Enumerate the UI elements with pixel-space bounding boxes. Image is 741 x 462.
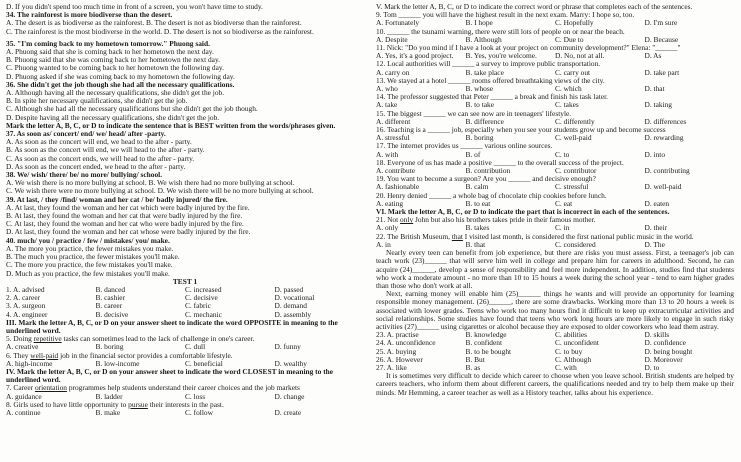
answer-option[interactable]: D. well-paid: [644, 183, 682, 192]
question-stem: 7. Career orientation programmes help students understand their career choices and the job markets: [6, 384, 300, 393]
answer-option[interactable]: A. contribute: [376, 167, 415, 176]
underlined-word: repetitive: [33, 335, 62, 344]
question-stem: B. As soon as the concert will end, we will head to the after - party.: [6, 146, 205, 155]
answer-option[interactable]: A. stressful: [376, 134, 410, 143]
question-stem: 14. The professor suggested that Peter ______ a break and finish his task later.: [376, 93, 608, 102]
answer-option[interactable]: 3. A. surgeon: [6, 302, 46, 311]
answer-option[interactable]: 26. A. However: [376, 355, 423, 364]
answer-options-row: [6, 343, 364, 351]
answer-option[interactable]: A. eating: [376, 199, 404, 208]
answer-options-row: [6, 409, 364, 417]
answer-option[interactable]: C. abilities: [555, 331, 588, 340]
answer-options-row: [376, 134, 734, 142]
answer-option[interactable]: D. their: [644, 224, 668, 233]
answer-option[interactable]: A. continue: [6, 408, 41, 417]
question-stem: 20. Henry denied ______ a whole bag of chocolate chip cookies before lunch.: [376, 191, 607, 200]
question-stem: 12. Local authorities will ______ a survey to improve public transportation.: [376, 60, 601, 69]
question-stem: A. As soon as the concert will end, we head to the after - party.: [6, 138, 192, 147]
answer-option[interactable]: B. takes: [465, 224, 490, 233]
answer-option[interactable]: A. in: [376, 240, 391, 249]
answer-option[interactable]: D. rewarding: [644, 134, 684, 143]
answer-option[interactable]: A. guidance: [6, 392, 42, 401]
answer-options-row: [376, 19, 734, 27]
answer-option[interactable]: C. which: [555, 85, 582, 94]
question-stem: D. At last, they found the woman and her cat whose were badly injured by the fire.: [6, 228, 251, 237]
question-stem: A. At last, they found the woman and her cat which were badly injured by the fire.: [6, 203, 250, 212]
question-stem: D. Phuong asked if she was coming back to my hometown the following day.: [6, 72, 235, 81]
answer-option[interactable]: D. passed: [274, 285, 304, 294]
answer-option[interactable]: C. to: [555, 150, 570, 159]
question-heading: III. Mark the letter A, B, C, or D on your answer sheet to indicate the word OPPOSITE in meaning to the underlined word.: [6, 318, 338, 335]
answer-options-row: [376, 101, 734, 109]
answer-options-row: [376, 36, 734, 44]
answer-option[interactable]: A. different: [376, 117, 411, 126]
question-stem: 5. Doing repetitive tasks can sometimes lead to the lack of challenge in one's career.: [6, 335, 255, 344]
question-stem: D. If you didn't spend too much time in front of a screen, you won't have time to study.: [6, 3, 263, 11]
underlined-word: that: [451, 232, 463, 241]
underlined-word: orientation: [34, 384, 67, 393]
answer-option[interactable]: B. take place: [465, 68, 504, 77]
test-title: TEST 1: [172, 277, 198, 286]
answer-option[interactable]: B. decisive: [95, 310, 129, 319]
answer-option[interactable]: B. that: [465, 240, 486, 249]
question-stem: 21. Not only John but also his brothers takes pride in their famous mother.: [376, 216, 596, 225]
answer-option[interactable]: B. Although: [465, 35, 502, 44]
question-stem: 19. You want to become a surgeon? Are you ______ and decisive enough?: [376, 175, 596, 184]
answer-option[interactable]: A. who: [376, 85, 398, 94]
answer-options-row: [376, 167, 734, 175]
answer-options-row: [376, 356, 734, 364]
answer-option[interactable]: C. Due to: [555, 35, 584, 44]
answer-option[interactable]: C. eat: [555, 199, 573, 208]
question-stem: C. We wish there were no more bullying at school. D. We wish there will be no more bullying at school.: [6, 187, 314, 196]
answer-option[interactable]: D. take part: [644, 68, 680, 77]
answer-options-row: [6, 360, 364, 368]
answer-option[interactable]: D. Because: [644, 35, 679, 44]
answer-option[interactable]: C. beneficial: [185, 359, 223, 368]
question-heading: VI. Mark the letter A, B, C, or D to indicate the part that is incorrect in each of the sentences.: [376, 208, 670, 217]
question-stem: B. Phuong said that she was coming back to her hometown the next day.: [6, 56, 221, 65]
answer-option[interactable]: B. confident: [465, 339, 503, 348]
answer-option[interactable]: A. fashionable: [376, 183, 420, 192]
answer-option[interactable]: D. vocational: [274, 294, 315, 303]
underlined-word: well-paid: [30, 351, 59, 360]
underlined-word: only: [400, 216, 414, 225]
answer-option[interactable]: D. into: [644, 150, 666, 159]
question-heading: 38. We/ wish/ there/ be/ no more/ bullying/ school.: [6, 171, 163, 180]
question-stem: D. Much as you practice, the few mistakes you'll make.: [6, 269, 170, 278]
answer-option[interactable]: B. boring: [95, 343, 124, 352]
answer-option[interactable]: A. only: [376, 224, 399, 233]
answer-option[interactable]: C. carry out: [555, 68, 591, 77]
answer-option[interactable]: D. that: [644, 85, 665, 94]
answer-option[interactable]: D. No, not at all.: [555, 52, 605, 61]
answer-options-row: [376, 69, 734, 77]
answer-options-row: [376, 85, 734, 93]
answer-option[interactable]: D. create: [274, 408, 302, 417]
answer-option[interactable]: C. fabric: [185, 302, 211, 311]
answer-option[interactable]: A. with: [376, 150, 399, 159]
question-stem: 16. Teaching is a ______ job, especially when you see your students grow up and become success: [376, 126, 666, 135]
answer-options-row: [376, 224, 734, 232]
answer-options-row: [376, 118, 734, 126]
answer-options-row: [6, 294, 364, 302]
answer-option[interactable]: B. as: [465, 363, 481, 372]
answer-option[interactable]: A. take: [376, 101, 398, 110]
question-stem: 15. The biggest ______ we can see now are in teenagers' lifestyle.: [376, 109, 572, 118]
reading-passage: Next, earning money will enable him (25)______ things he wants and will provide an opportunity for learning responsible money management. (26)______, there are some drawbacks. Working more than 13 to 20 hours a week is associated with lower grades. Teens who work too many hours find it difficult to keep up extracurricular activities and social relationships. Some studies have found that teens who work long hours are more likely to engage in such risky activities (27)______ using cigarettes or alcohol because they are exposed to older coworkers who lead them astray.: [376, 289, 734, 331]
answer-options-row: [6, 393, 364, 401]
answer-option[interactable]: D. skills: [644, 331, 670, 340]
answer-option[interactable]: D. As: [644, 52, 662, 61]
answer-option[interactable]: 4. A. engineer: [6, 310, 48, 319]
answer-option[interactable]: D. taking: [644, 101, 673, 110]
answer-option[interactable]: B. of: [465, 150, 481, 159]
answer-options-row: [376, 52, 734, 60]
answer-option[interactable]: 24. A. unconfidence: [376, 339, 436, 348]
answer-option[interactable]: B. to eat: [465, 199, 491, 208]
answer-option[interactable]: B. But: [465, 355, 485, 364]
question-stem: 10. ______ the tsunami warning, there were still lots of people on or near the beach.: [376, 27, 625, 36]
answer-options-row: [6, 302, 364, 310]
answer-option[interactable]: A. Fortunately: [376, 19, 420, 28]
answer-options-row: [376, 183, 734, 191]
question-stem: D. As soon as the concert ended, we head to the after - party.: [6, 162, 186, 171]
answer-option[interactable]: B. contribution: [465, 167, 511, 176]
question-stem: C. The rainforest is the most biodiverse in the world. D. The desert is not so biodiverse as the rainforest.: [6, 27, 314, 36]
question-stem: A. Although having all the necessary qualifications, she didn't get the job.: [6, 89, 225, 98]
answer-options-row: [376, 151, 734, 159]
answer-option[interactable]: D. assembly: [274, 310, 312, 319]
question-heading: Mark the letter A, B, C, or D to indicate the sentence that is BEST written from the words/phrases given.: [6, 121, 336, 130]
question-stem: 9. Tom ______ you will have the highest result in the next exam. Marry: I hope so, too.: [376, 11, 635, 20]
question-stem: 18. Everyone of us has made a positive ______ to the overall success of the project.: [376, 158, 624, 167]
answer-option[interactable]: D. funny: [274, 343, 301, 352]
question-stem: B. At last, they found the woman and her cat that were badly injured by the fire.: [6, 212, 243, 221]
answer-option[interactable]: D. wealthy: [274, 359, 307, 368]
question-stem: D. Despite having all the necessary qualifications, she didn't get the job.: [6, 113, 220, 122]
question-heading: IV. Mark the letter A, B, C, or D on your answer sheet to indicate the word CLOSEST in meaning to the underlined word.: [6, 367, 334, 385]
answer-option[interactable]: C. mechanic: [185, 310, 222, 319]
answer-option[interactable]: D. to: [644, 363, 660, 372]
answer-option[interactable]: B. Yes, you're welcome.: [465, 52, 537, 61]
answer-option[interactable]: D. change: [274, 392, 305, 401]
question-stem: 11. Nick: "Do you mind if I have a look at your project on community development?" Elena: "______": [376, 44, 681, 53]
question-heading: 34. The rainforest is more biodiverse than the desert.: [6, 11, 173, 20]
answer-options-row: [376, 339, 734, 347]
answer-option[interactable]: D. contributing: [644, 167, 690, 176]
answer-option[interactable]: A. carry on: [376, 68, 410, 77]
answer-option[interactable]: 2. A. career: [6, 294, 41, 303]
answer-option[interactable]: C. differently: [555, 117, 595, 126]
answer-option[interactable]: C. to buy: [555, 347, 583, 356]
answer-option[interactable]: 1. A. advised: [6, 285, 45, 294]
question-heading: 35. "I'm coming back to my hometown tomorrow." Phuong said.: [6, 39, 210, 48]
question-stem: 17. The internet provides us ______ various online sources.: [376, 142, 553, 151]
question-stem: 8. Girls used to have little opportunity to pursue their interests in the past.: [6, 400, 224, 409]
underlined-word: pursue: [128, 400, 148, 409]
question-stem: A. The desert is as biodiverse as the rainforest. B. The desert is not as biodiverse than the rainforest.: [6, 19, 302, 28]
question-stem: C. The more you practice, the few mistakes you'll make.: [6, 261, 173, 270]
answer-option[interactable]: C. increased: [185, 285, 222, 294]
question-stem: B. In spite her necessary qualifications, she didn't get the job.: [6, 97, 188, 106]
answer-option[interactable]: D. being bought: [644, 347, 693, 356]
question-stem: A. The more you practice, the fewer mistakes you make.: [6, 244, 174, 253]
answer-option[interactable]: C. contributor: [555, 167, 597, 176]
question-stem: 22. The British Museum, that I visited last month, is considered the first national public music in the world.: [376, 232, 694, 241]
answer-option[interactable]: C. stressful: [555, 183, 589, 192]
answer-option[interactable]: B. calm: [465, 183, 489, 192]
question-stem: C. Phuong wanted to be coming back to her hometown the following day.: [6, 64, 224, 73]
answer-option[interactable]: B. boring: [465, 134, 494, 143]
answer-options-row: [6, 286, 364, 294]
left-column: [6, 3, 364, 459]
answer-option[interactable]: B. low-income: [95, 359, 140, 368]
answer-option[interactable]: A. Yes, it's a good project.: [376, 52, 454, 61]
answer-option[interactable]: C. Although: [555, 355, 592, 364]
answer-option[interactable]: D. The: [644, 240, 665, 249]
question-stem: A. We wish there is no more bullying at school. B. We wish there had no more bullying at school.: [6, 179, 295, 188]
answer-option[interactable]: D. eaten: [644, 199, 670, 208]
question-stem: V. Mark the letter A, B, C, or D to indicate the correct word or phrase that completes each of the sentences.: [376, 3, 693, 11]
answer-option[interactable]: B. ladder: [95, 392, 123, 401]
answer-option[interactable]: 23. A. practise: [376, 331, 419, 340]
answer-option[interactable]: C. follow: [185, 408, 213, 417]
question-stem: 6. They well-paid job in the financial sector provides a comfortable lifestyle.: [6, 351, 233, 360]
answer-option[interactable]: B. knowledge: [465, 331, 507, 340]
answer-option[interactable]: B. I hope: [465, 19, 493, 28]
answer-options-row: [376, 200, 734, 208]
answer-option[interactable]: C. dull: [185, 343, 206, 352]
answer-option[interactable]: D. demand: [274, 302, 307, 311]
answer-option[interactable]: B. whose: [465, 85, 494, 94]
answer-option[interactable]: C. considered: [555, 240, 596, 249]
answer-option[interactable]: A. Despite: [376, 35, 408, 44]
question-heading: 40. much/ you / practice / few / mistakes/ you/ make.: [6, 236, 170, 245]
question-heading: 39. At last, / they /find/ woman and her cat / be/ badly injured/ the fire.: [6, 195, 228, 204]
answer-option[interactable]: D. Moreover: [644, 355, 683, 364]
answer-option[interactable]: A. high-income: [6, 359, 53, 368]
answer-option[interactable]: B. difference: [465, 117, 504, 126]
answer-option[interactable]: B. cashier: [95, 294, 126, 303]
answer-option[interactable]: A. creative: [6, 343, 39, 352]
answer-option[interactable]: D. confidence: [644, 339, 686, 348]
answer-option[interactable]: 27. A. like: [376, 363, 407, 372]
answer-option[interactable]: D. differences: [644, 117, 687, 126]
answer-option[interactable]: C. well-paid: [555, 134, 592, 143]
answer-options-row: [6, 311, 364, 319]
question-stem: C. At last, they found the woman and her cat who were badly injured by the fire.: [6, 220, 244, 229]
answer-option[interactable]: D. I'm sure: [644, 19, 678, 28]
reading-passage: It is sometimes very difficult to decide which career to choose when you leave school. British students are helped by careers teachers, who inform them about different careers, the qualifications needed and try to help them make up their minds. Mr Hemming, a career teacher as well as a History teacher, talks about his experience.: [376, 371, 734, 397]
answer-options-row: [376, 331, 734, 339]
question-stem: 13. We stayed at a hotel ______ rooms offered breathtaking views of the city.: [376, 76, 605, 85]
answer-option[interactable]: C. takes: [555, 101, 579, 110]
answer-option[interactable]: C. decisive: [185, 294, 218, 303]
reading-passage: Nearly every teen can benefit from job experience, but there are risks you must assess. First, a teenager's job can teach work (23)______ that will serve him well in college and prepare him for careers in adulthood. Second, he can acquire (24)______, develop a sense of responsibility and feel more independent. In addition, studies find that students who work a moderate amount - no more than 10 to 15 hours a week during the school year - tend to earn higher grades than those who don't work at all.: [376, 248, 734, 290]
answer-option[interactable]: C. Hopefully: [555, 19, 594, 28]
answer-option[interactable]: C. unconfident: [555, 339, 599, 348]
answer-option[interactable]: B. danced: [95, 285, 126, 294]
right-column: [376, 3, 734, 459]
answer-option[interactable]: C. with: [555, 363, 577, 372]
answer-option[interactable]: C. loss: [185, 392, 206, 401]
answer-option[interactable]: B. to take: [465, 101, 495, 110]
question-heading: 36. She didn't get the job though she had all the necessary qualifications.: [6, 80, 235, 89]
question-stem: B. The much you practice, the fewer mistakes you'll make.: [6, 253, 180, 262]
answer-option[interactable]: B. make: [95, 408, 121, 417]
question-stem: A. Phuong said that she is coming back to her hometown the next day.: [6, 48, 214, 57]
question-heading: 37. As soon as/ concert/ end/ we/ head/ after -party.: [6, 130, 166, 139]
question-stem: C. As soon as the concert ends, we will head to the after - party.: [6, 154, 195, 163]
answer-option[interactable]: B. to be bought: [465, 347, 512, 356]
answer-options-row: [376, 348, 734, 356]
answer-option[interactable]: 25. A. buying: [376, 347, 417, 356]
answer-option[interactable]: B. career: [95, 302, 123, 311]
answer-option[interactable]: C. in: [555, 224, 570, 233]
question-stem: C. Although she had all the necessary qualifications but she didn't get the job though.: [6, 105, 258, 114]
